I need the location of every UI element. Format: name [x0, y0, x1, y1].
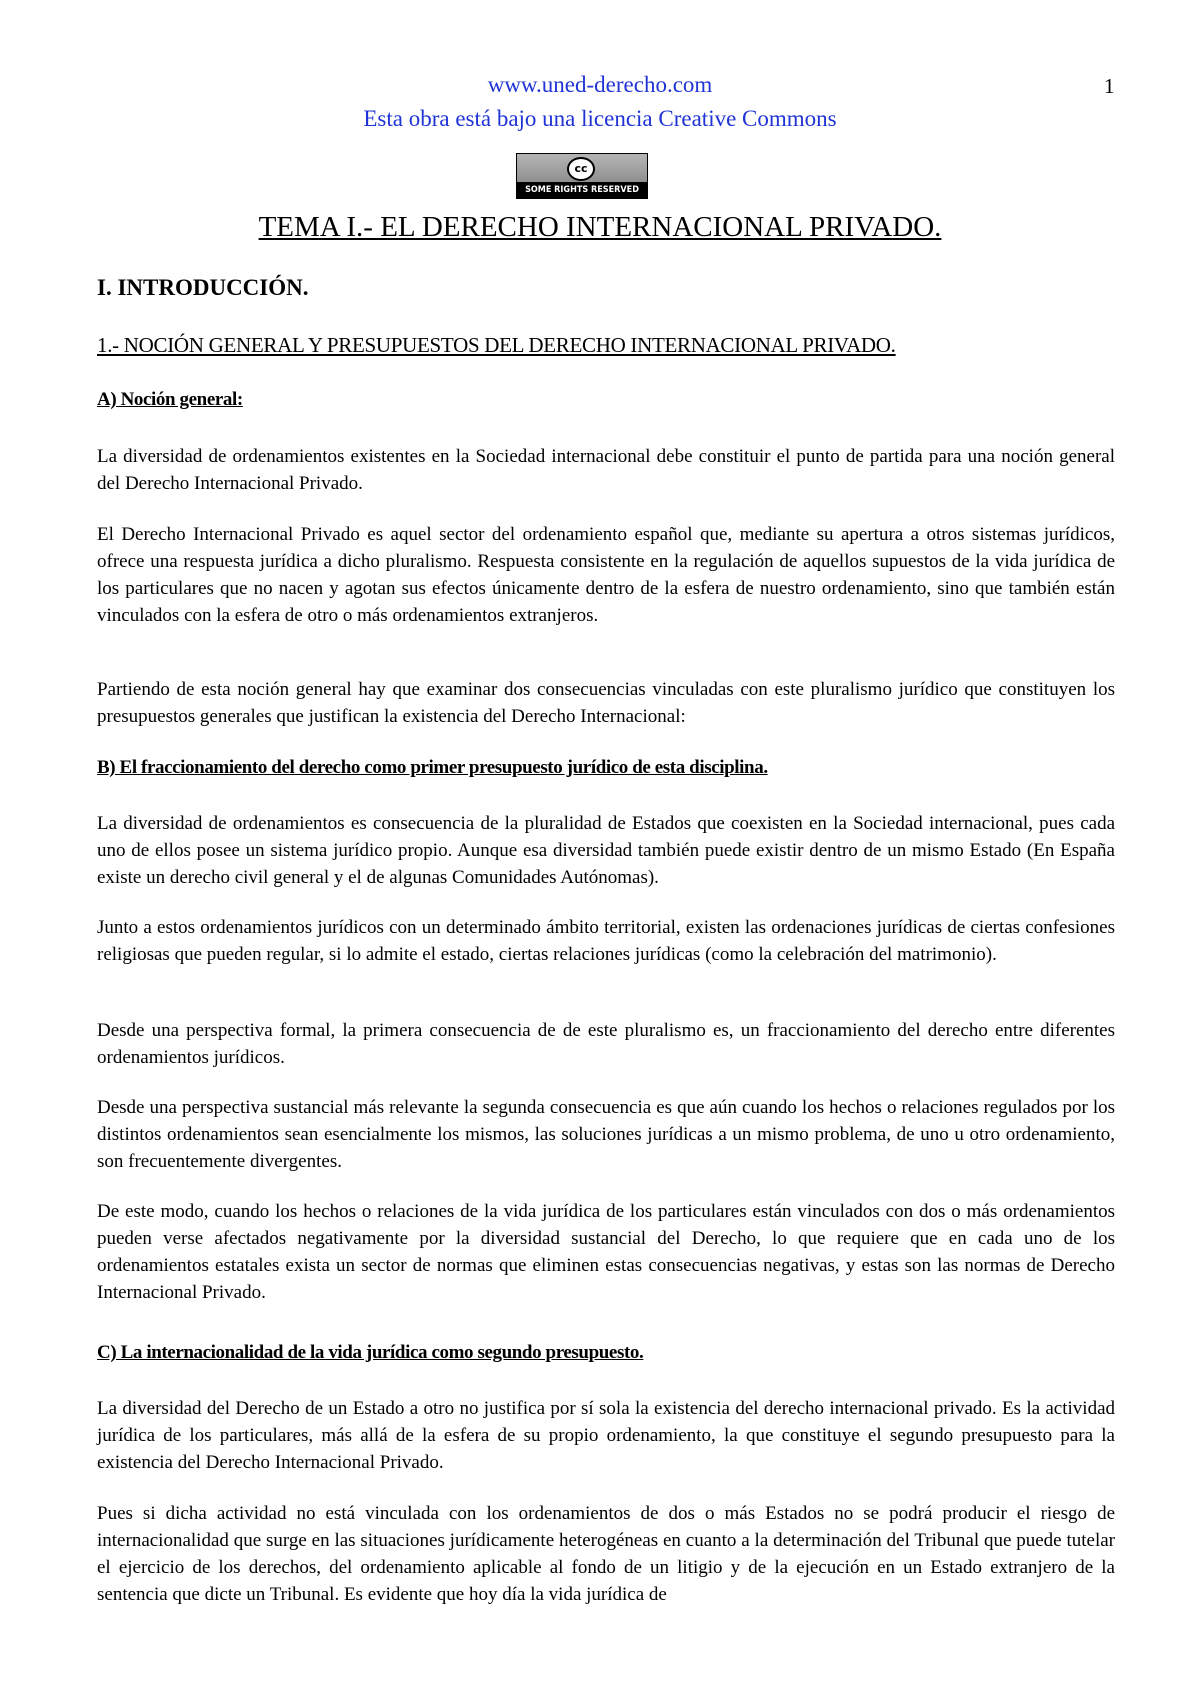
cc-icon: cc — [567, 157, 595, 181]
creative-commons-badge[interactable] — [516, 153, 648, 199]
subsection-heading: 1.- NOCIÓN GENERAL Y PRESUPUESTOS DEL DERECHO INTERNACIONAL PRIVADO. — [97, 333, 896, 357]
heading-c: C) La internacionalidad de la vida jurídica como segundo presupuesto. — [97, 1342, 644, 1363]
heading-a: A) Noción general: — [97, 389, 243, 410]
paragraph: La diversidad de ordenamientos existentes en la Sociedad internacional debe constituir el punto de partida para una noción general del Derecho Internacional Privado. — [97, 446, 1115, 494]
paragraph: De este modo, cuando los hechos o relaciones de la vida jurídica de los particulares están vinculados con dos o más ordenamientos pueden verse afectados negativamente por la diversidad sustancial del Derecho, lo que requiere que en cada uno de los ordenamientos estatales exista un sector de normas que eliminen estas consecuencias negativas, y estas son las normas de Derecho Internacional Privado. — [97, 1201, 1115, 1303]
license-link[interactable]: Esta obra está bajo una licencia Creative Commons — [363, 106, 837, 131]
paragraph: La diversidad de ordenamientos es consecuencia de la pluralidad de Estados que coexisten en la Sociedad internacional, pues cada uno de ellos posee un sistema jurídico propio. Aunque esa diversidad también puede existir dentro de un mismo Estado (En España existe un derecho civil general y el de algunas Comunidades Autónomas). — [97, 813, 1115, 888]
page-number: 1 — [1104, 74, 1115, 98]
paragraph: Desde una perspectiva formal, la primera consecuencia de de este pluralismo es, un fraccionamiento del derecho entre diferentes ordenamientos jurídicos. — [97, 1020, 1115, 1068]
paragraph: Partiendo de esta noción general hay que examinar dos consecuencias vinculadas con este pluralismo jurídico que constituyen los presupuestos generales que justifican la existencia del Derecho Internacional: — [97, 679, 1115, 727]
badge-label: SOME RIGHTS RESERVED — [517, 182, 647, 198]
section-heading: I. INTRODUCCIÓN. — [97, 275, 309, 300]
paragraph: La diversidad del Derecho de un Estado a otro no justifica por sí sola la existencia del derecho internacional privado. Es la actividad jurídica de los particulares, más allá de la esfera de su propio ordenamiento, la que constituye el segundo presupuesto para la existencia del Derecho Internacional Privado. — [97, 1398, 1115, 1473]
paragraph: Desde una perspectiva sustancial más relevante la segunda consecuencia es que aún cuando los hechos o relaciones regulados por los distintos ordenamientos sean esencialmente los mismos, las soluciones jurídicas a un mismo problema, de uno u otro ordenamiento, son frecuentemente divergentes. — [97, 1097, 1115, 1172]
site-url-link[interactable]: www.uned-derecho.com — [487, 72, 713, 97]
paragraph: Junto a estos ordenamientos jurídicos con un determinado ámbito territorial, existen las ordenaciones jurídicas de ciertas confesiones religiosas que pueden regular, si lo admite el estado, ciertas relaciones jurídicas (como la celebración del matrimonio). — [97, 917, 1115, 965]
heading-b: B) El fraccionamiento del derecho como primer presupuesto jurídico de esta disciplina. — [97, 757, 768, 778]
paragraph: Pues si dicha actividad no está vinculada con los ordenamientos de dos o más Estados no se podrá producir el riesgo de internacionalidad que surge en las situaciones jurídicamente heterogéneas en cuanto a la determinación del Tribunal que puede tutelar el ejercicio de los derechos, del ordenamiento aplicable al fondo de un litigio y de la ejecución en un Estado extranjero de la sentencia que dicte un Tribunal. Es evidente que hoy día la vida jurídica de — [97, 1503, 1115, 1605]
document-title: TEMA I.- EL DERECHO INTERNACIONAL PRIVADO. — [258, 211, 942, 243]
paragraph: El Derecho Internacional Privado es aquel sector del ordenamiento español que, mediante su apertura a otros sistemas jurídicos, ofrece una respuesta jurídica a dicho pluralismo. Respuesta consistente en la regulación de aquellos supuestos de la vida jurídica de los particulares que no nacen y agotan sus efectos únicamente dentro de la esfera de nuestro ordenamiento, sino que también están vinculados con la esfera de otro o más ordenamientos extranjeros. — [97, 524, 1115, 626]
